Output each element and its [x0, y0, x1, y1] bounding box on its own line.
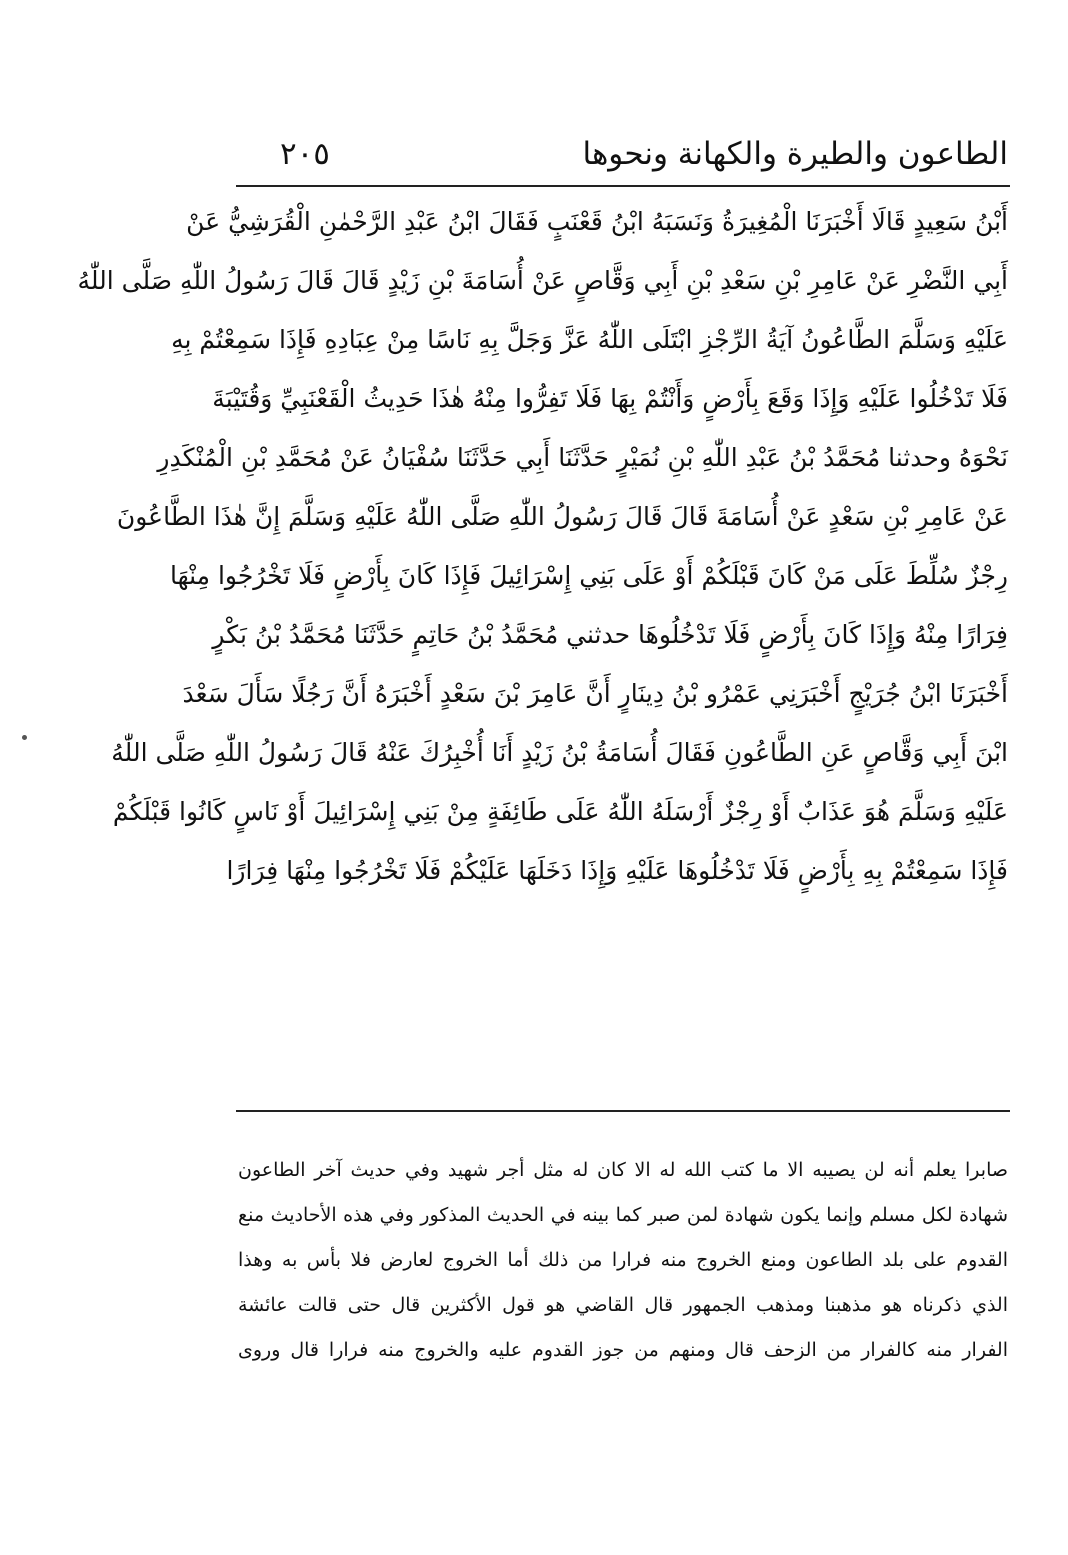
running-title: الطاعون والطيرة والكهانة ونحوها	[582, 136, 1008, 172]
text-line: فِرَارًا مِنْهُ وَإِذَا كَانَ بِأَرْضٍ فَلَا تَدْخُلُوهَا حدثني مُحَمَّدُ بْنُ حَاتِمٍ حَدَّثَنَا مُحَمَّدُ بْنُ بَكْرٍ	[212, 620, 1008, 649]
text-line: أَبْنُ سَعِيدٍ قَالَا أَخْبَرَنَا الْمُغِيرَةُ وَنَسَبَهُ ابْنُ قَعْنَبٍ فَقَالَ ابْنُ عَبْدِ الرَّحْمٰنِ الْقُرَشِيُّ عَنْ	[186, 207, 1008, 236]
commentary-line: صابرا يعلم أنه لن يصيبه الا ما كتب الله له الا كان له مثل أجر شهيد وفي حديث آخر الطاعون	[238, 1159, 1008, 1181]
commentary-block	[238, 1148, 1008, 1373]
text-line: أَخْبَرَنَا ابْنُ جُرَيْجٍ أَخْبَرَنِي عَمْرُو بْنُ دِينَارٍ أَنَّ عَامِرَ بْنَ سَعْدٍ أَخْبَرَهُ أَنَّ رَجُلًا سَأَلَ سَعْدَ	[182, 679, 1008, 708]
text-line: فَلَا تَدْخُلُوا عَلَيْهِ وَإِذَا وَقَعَ بِأَرْضٍ وَأَنْتُمْ بِهَا فَلَا تَفِرُّوا مِنْهُ هٰذَا حَدِيثُ الْقَعْنَبِيِّ وَقُتَيْبَةَ	[212, 384, 1008, 413]
margin-speck	[22, 735, 27, 740]
commentary-line: شهادة لكل مسلم وإنما يكون شهادة لمن صبر كما بينه في الحديث المذكور وفي هذه الأحاديث منع	[238, 1204, 1008, 1226]
header-divider	[236, 185, 1010, 187]
text-line: عَنْ عَامِرِ بْنِ سَعْدٍ عَنْ أُسَامَةَ قَالَ قَالَ رَسُولُ اللّٰهِ صَلَّى اللّٰهُ عَلَيْهِ وَسَلَّمَ إِنَّ هٰذَا الطَّاعُونَ	[116, 502, 1008, 531]
hadith-text-block	[77, 192, 1008, 900]
footnote-divider	[236, 1110, 1010, 1112]
commentary-line: القدوم على بلد الطاعون ومنع الخروج منه فرارا من ذلك أما الخروج لعارض فلا بأس به وهذا	[238, 1249, 1008, 1271]
text-line: نَحْوَهُ وحدثنا مُحَمَّدُ بْنُ عَبْدِ اللّٰهِ بْنِ نُمَيْرٍ حَدَّثَنَا أَبِي حَدَّثَنَا سُفْيَانُ عَنْ مُحَمَّدِ بْنِ الْمُنْكَدِرِ	[157, 443, 1008, 472]
text-line: رِجْزٌ سُلِّطَ عَلَى مَنْ كَانَ قَبْلَكُمْ أَوْ عَلَى بَنِي إِسْرَائِيلَ فَإِذَا كَانَ بِأَرْضٍ فَلَا تَخْرُجُوا مِنْهَا	[169, 561, 1008, 590]
text-line: عَلَيْهِ وَسَلَّمَ الطَّاعُونُ آيَةُ الرِّجْزِ ابْتَلَى اللّٰهُ عَزَّ وَجَلَّ بِهِ نَاسًا مِنْ عِبَادِهِ فَإِذَا سَمِعْتُمْ بِهِ	[171, 325, 1008, 354]
commentary-line: الفرار منه كالفرار من الزحف قال ومنهم من جوز القدوم عليه والخروج منه فرارا قال وروى	[238, 1339, 1008, 1361]
text-line: فَإِذَا سَمِعْتُمْ بِهِ بِأَرْضٍ فَلَا تَدْخُلُوهَا عَلَيْهِ وَإِذَا دَخَلَهَا عَلَيْكُمْ فَلَا تَخْرُجُوا مِنْهَا فِرَارًا	[226, 856, 1008, 885]
text-line: عَلَيْهِ وَسَلَّمَ هُوَ عَذَابٌ أَوْ رِجْزٌ أَرْسَلَهُ اللّٰهُ عَلَى طَائِفَةٍ مِنْ بَنِي إِسْرَائِيلَ أَوْ نَاسٍ كَانُوا قَبْلَكُمْ	[112, 797, 1008, 826]
text-line: ابْنَ أَبِي وَقَّاصٍ عَنِ الطَّاعُونِ فَقَالَ أُسَامَةُ بْنُ زَيْدٍ أَنَا أُخْبِرُكَ عَنْهُ قَالَ رَسُولُ اللّٰهِ صَلَّى اللّٰهُ	[111, 738, 1008, 767]
commentary-line: الذي ذكرناه هو مذهبنا ومذهب الجمهور قال القاضي هو قول الأكثرين قال حتى قالت عائشة	[238, 1294, 1008, 1316]
page-header	[238, 128, 1008, 180]
page-number: ٢٠٥	[280, 136, 330, 172]
text-line: أَبِي النَّضْرِ عَنْ عَامِرِ بْنِ سَعْدِ بْنِ أَبِي وَقَّاصٍ عَنْ أُسَامَةَ بْنِ زَيْدٍ قَالَ قَالَ رَسُولُ اللّٰهِ صَلَّى اللّٰهُ	[77, 266, 1008, 295]
